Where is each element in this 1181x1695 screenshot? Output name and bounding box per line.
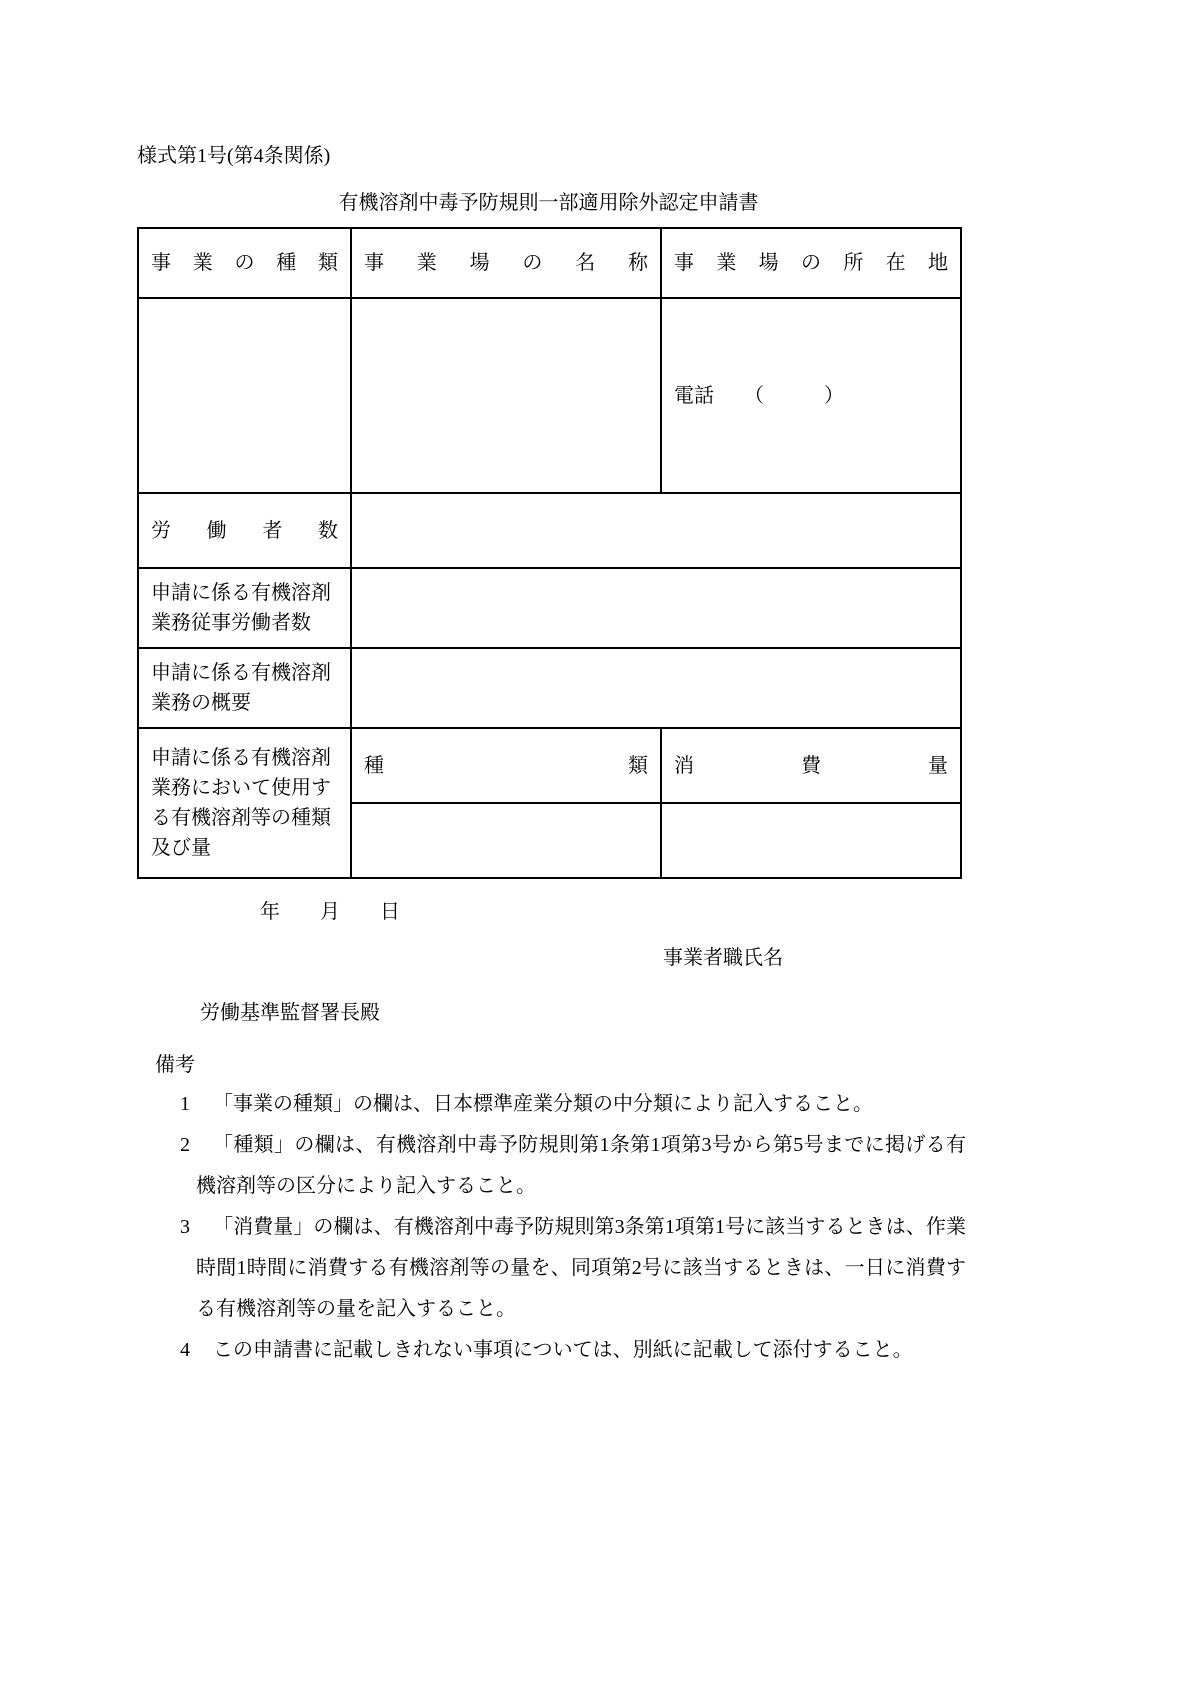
note-text: 「種類」の欄は、有機溶剤中毒予防規則第1条第1項第3号から第5号までに掲げる有機溶剤等の区分により記入すること。 xyxy=(196,1134,966,1197)
date-line: 年 月 日 xyxy=(260,901,400,923)
header-workplace-name: 事業場の名称 xyxy=(351,228,661,298)
note-number: 2 xyxy=(180,1134,190,1156)
note-text: 「消費量」の欄は、有機溶剤中毒予防規則第3条第1項第1号に該当するときは、作業時間1時間に消費する有機溶剤等の量を、同項第2号に該当するときは、一日に消費する有機溶剤等の量を記入すること。 xyxy=(196,1216,966,1320)
workplace-address-input-cell[interactable] xyxy=(661,298,961,493)
workers-count-label: 労働者数 xyxy=(138,493,351,568)
notes-heading: 備考 xyxy=(155,1054,195,1076)
business-type-input-cell[interactable] xyxy=(138,298,351,493)
consumption-input-cell[interactable] xyxy=(661,803,961,878)
work-summary-input-cell[interactable] xyxy=(351,648,961,728)
application-form-table xyxy=(137,227,962,879)
workers-count-input-cell[interactable] xyxy=(351,493,961,568)
document-title: 有機溶剤中毒予防規則一部適用除外認定申請書 xyxy=(338,192,759,214)
solvent-workers-row xyxy=(138,568,961,648)
solvent-workers-input-cell[interactable] xyxy=(351,568,961,648)
consumption-header: 消費量 xyxy=(661,728,961,803)
header-workplace-address: 事業場の所在地 xyxy=(661,228,961,298)
note-text: 「事業の種類」の欄は、日本標準産業分類の中分類により記入すること。 xyxy=(213,1093,873,1115)
applicant-name-label: 事業者職氏名 xyxy=(663,947,783,969)
table-entry-row xyxy=(138,298,961,493)
work-summary-row xyxy=(138,648,961,728)
table-header-row xyxy=(138,228,961,298)
workers-count-row xyxy=(138,493,961,568)
notes-list xyxy=(137,1084,1013,1371)
form-number-label: 様式第1号(第4条関係) xyxy=(137,145,331,167)
solvent-usage-label: 申請に係る有機溶剤業務において使用する有機溶剤等の種類及び量 xyxy=(138,728,351,878)
note-item-2 xyxy=(180,1125,966,1207)
solvent-usage-header-row xyxy=(138,728,961,803)
solvent-type-input-cell[interactable] xyxy=(351,803,661,878)
workplace-name-input-cell[interactable] xyxy=(351,298,661,493)
work-summary-label: 申請に係る有機溶剤業務の概要 xyxy=(138,648,351,728)
notes-section xyxy=(137,1054,1013,1371)
note-text: この申請書に記載しきれない事項については、別紙に記載して添付すること。 xyxy=(213,1339,913,1361)
note-item-4 xyxy=(180,1330,966,1371)
note-item-3 xyxy=(180,1207,966,1330)
header-business-type: 事業の種類 xyxy=(138,228,351,298)
note-number: 1 xyxy=(180,1093,190,1115)
solvent-type-header: 種類 xyxy=(351,728,661,803)
note-number: 3 xyxy=(180,1216,190,1238)
note-item-1 xyxy=(180,1084,966,1125)
note-number: 4 xyxy=(180,1339,190,1361)
phone-label: 電話 （ ） xyxy=(674,384,844,407)
solvent-workers-label: 申請に係る有機溶剤業務従事労働者数 xyxy=(138,568,351,648)
addressee-label: 労働基準監督署長殿 xyxy=(200,1002,380,1024)
